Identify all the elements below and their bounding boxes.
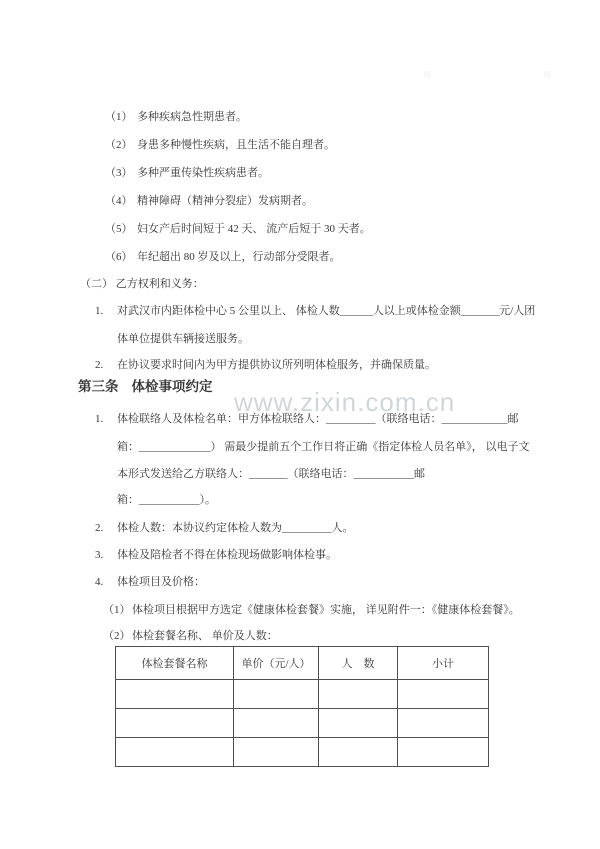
list-text: 体检联络人及体检名单：甲方体检联络人：_________（联络电话：____________邮 [117, 413, 519, 425]
list-text: 身患多种慢性疾病，且生活不能自理者。 [137, 139, 335, 151]
article3-item-1-line-1 [95, 412, 519, 426]
table-cell [116, 680, 234, 709]
list-number: 4. [95, 576, 104, 588]
watermark: www.zixin.com.cn [234, 387, 456, 417]
party-b-item-1-line-1 [95, 304, 535, 318]
table-cell [234, 709, 319, 738]
article3-subitem-2 [103, 629, 278, 643]
list-number: （6） [105, 251, 133, 263]
article3-item-1-line-4: 箱：___________）。 [117, 494, 216, 506]
col-header-unit-price: 单价（元/人） [234, 647, 319, 680]
article3-item-2 [95, 521, 354, 535]
table-cell [234, 738, 319, 767]
exclusion-item-2 [105, 138, 335, 152]
list-text: 体检及陪检者不得在体检现场做影响体检事。 [117, 549, 337, 561]
party-b-item-2 [95, 358, 436, 372]
party-b-heading: （二） 乙方权利和义务： [80, 278, 204, 290]
list-text: 年纪超出 80 岁及以上，行动部分受限者。 [137, 251, 341, 263]
table-cell [116, 709, 234, 738]
list-number: 1. [95, 305, 104, 317]
list-number: 1. [95, 413, 104, 425]
list-number: （2） [105, 139, 133, 151]
list-number: 3. [95, 549, 104, 561]
list-number: （5） [105, 223, 133, 235]
table-cell [398, 709, 489, 738]
article-title: 体检事项约定 [131, 379, 213, 394]
list-number: （4） [105, 195, 133, 207]
list-text: 在协议要求时间内为甲方提供协议所列明体检服务，并确保质量。 [117, 359, 436, 371]
package-price-table [115, 646, 489, 767]
list-number: （2） [103, 630, 131, 642]
article3-item-4 [95, 575, 205, 589]
article3-item-1-line-2: 箱：_____________） 需最少提前五个工作日将正确《指定体检人员名单》， 以电子文 [117, 441, 530, 453]
table-cell [398, 738, 489, 767]
scan-artifact [544, 71, 551, 78]
list-text: 体检项目及价格： [117, 576, 205, 588]
table-cell [319, 709, 398, 738]
article3-subitem-1 [103, 603, 520, 617]
list-text: 对武汉市内距体检中心 5 公里以上、 体检人数______人以上或体检金额_______元/人团 [117, 305, 536, 317]
list-number: （3） [105, 167, 133, 179]
article3-item-3 [95, 548, 337, 562]
table-row [116, 709, 489, 738]
list-text: 精神障碍（精神分裂症）发病期者。 [137, 195, 313, 207]
table-header-row [116, 647, 489, 680]
list-number: （1） [105, 111, 133, 123]
table-row [116, 680, 489, 709]
article-number: 第三条 [78, 379, 119, 394]
list-number: （1） [103, 604, 131, 616]
article3-item-1-line-3: 本形式发送给乙方联络人：_______（联络电话：___________邮 [117, 468, 425, 480]
exclusion-item-4 [105, 194, 313, 208]
list-text: 多种严重传染性疾病患者。 [137, 167, 269, 179]
table-cell [116, 738, 234, 767]
exclusion-item-3 [105, 166, 269, 180]
col-header-people-count: 人 数 [319, 647, 398, 680]
col-header-subtotal: 小计 [398, 647, 489, 680]
table-cell [319, 680, 398, 709]
party-b-item-1-line-2: 体单位提供车辆接送服务。 [117, 333, 249, 345]
list-text: 多种疾病急性期患者。 [137, 111, 247, 123]
scan-artifact [424, 71, 431, 78]
table-cell [319, 738, 398, 767]
list-text: 体检套餐名称、 单价及人数： [132, 630, 278, 642]
exclusion-item-1 [105, 110, 247, 124]
table-row [116, 738, 489, 767]
exclusion-item-6 [105, 250, 341, 264]
list-number: 2. [95, 522, 104, 534]
article-3-heading [78, 379, 213, 395]
list-text: 体检人数：本协议约定体检人数为_________人。 [117, 522, 354, 534]
exclusion-item-5 [105, 222, 371, 236]
table-cell [398, 680, 489, 709]
list-text: 妇女产后时间短于 42 天、 流产后短于 30 天者。 [137, 223, 371, 235]
col-header-package-name: 体检套餐名称 [116, 647, 234, 680]
list-text: 体检项目根据甲方选定《健康体检套餐》实施， 详见附件一：《健康体检套餐》。 [132, 604, 520, 616]
table-cell [234, 680, 319, 709]
list-number: 2. [95, 359, 104, 371]
